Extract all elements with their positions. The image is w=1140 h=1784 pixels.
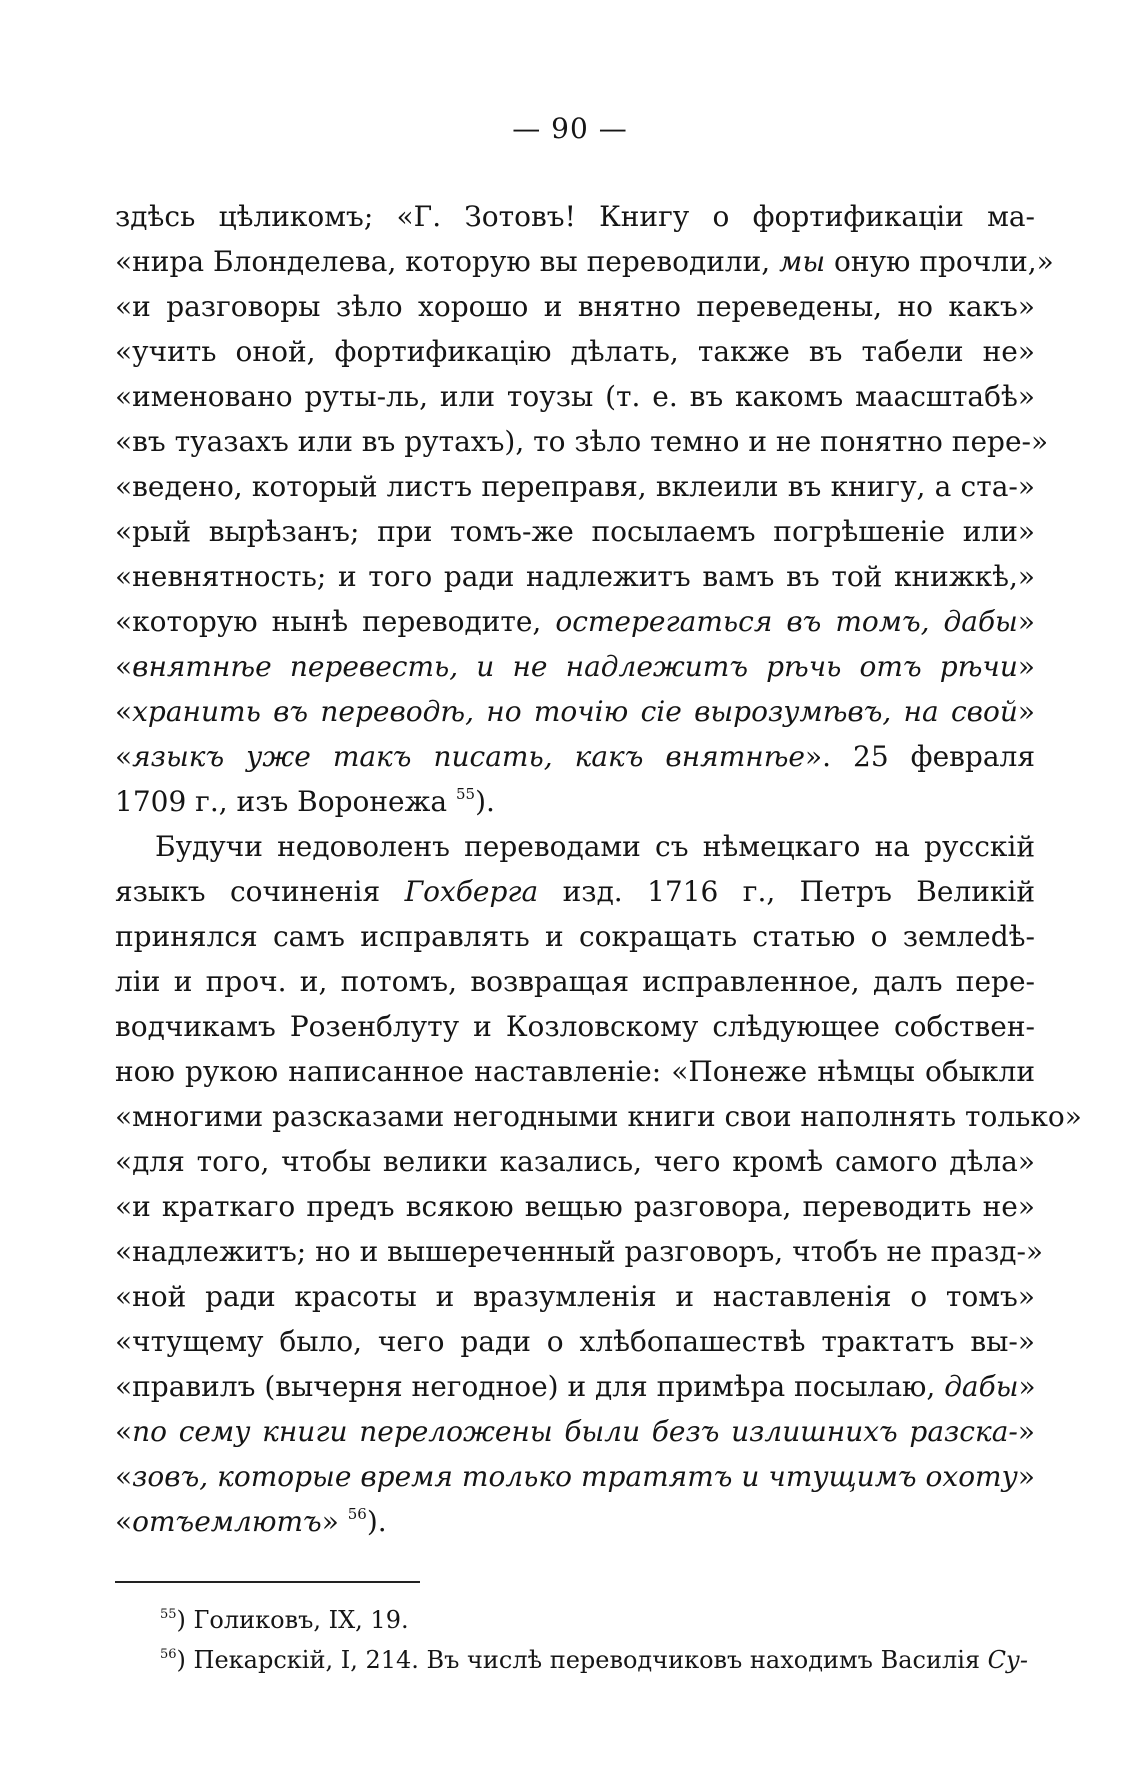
text-segment: «и разговоры зѣло хорошо и внятно переведены, но какъ» xyxy=(115,290,1035,323)
text-line xyxy=(115,1184,1035,1229)
text-line xyxy=(115,374,1035,419)
text-segment: «и краткаго предъ всякою вещью разговора, переводить не» xyxy=(115,1190,1035,1223)
text-line xyxy=(115,1139,1035,1184)
text-segment: «надлежитъ; но и вышереченный разговоръ, чтобъ не празд-» xyxy=(115,1235,1044,1268)
text-segment: « xyxy=(115,1505,133,1538)
text-segment: » xyxy=(1017,605,1035,638)
text-line xyxy=(115,1229,1044,1274)
text-line xyxy=(115,1364,1035,1409)
text-line xyxy=(115,1409,1035,1454)
text-segment: «учить оной, фортификацію дѣлать, также въ табели не» xyxy=(115,335,1035,368)
text-segment: « xyxy=(115,1415,133,1448)
text-segment: «чтущему было, чего ради о хлѣбопашествѣ трактатъ вы-» xyxy=(115,1325,1035,1358)
text-line xyxy=(115,419,1049,464)
text-line xyxy=(115,689,1035,734)
text-line xyxy=(115,1499,1035,1544)
text-line xyxy=(115,824,1035,869)
text-line xyxy=(115,329,1035,374)
text-segment: ). xyxy=(366,1505,387,1538)
text-segment: ». 25 февраля xyxy=(804,740,1036,773)
text-line xyxy=(115,1004,1035,1049)
italic-text: хранить въ переводѣ, но точію сіе вырозумѣвъ, на свой xyxy=(132,695,1018,728)
italic-text: языкъ уже такъ писать, какъ внятнѣе xyxy=(132,740,805,773)
footnotes xyxy=(160,1600,1040,1680)
footnote-text: ) Пекарскій, I, 214. Въ числѣ переводчиковъ находимъ Василія xyxy=(176,1646,988,1674)
italic-text: зовъ, которые время только тратятъ и чтущимъ охоту xyxy=(132,1460,1018,1493)
footnote-italic-tail: Су- xyxy=(987,1646,1029,1674)
footnote-ref: 56 xyxy=(347,1505,367,1523)
text-segment: принялся самъ исправлять и сокращать статью о землedѣ- xyxy=(115,920,1035,953)
text-segment: » xyxy=(321,1505,348,1538)
text-segment: водчикамъ Розенблуту и Козловскому слѣдующее собствен- xyxy=(115,1010,1035,1043)
text-line xyxy=(115,554,1035,599)
text-segment: « xyxy=(115,740,133,773)
text-segment: « xyxy=(115,695,133,728)
text-line xyxy=(115,284,1035,329)
text-segment: «именовано руты-ль, или тоузы (т. е. въ какомъ маасштабѣ» xyxy=(115,380,1035,413)
text-segment: «рый вырѣзанъ; при томъ-же посылаемъ погрѣшеніе или» xyxy=(115,515,1035,548)
text-segment: « xyxy=(115,650,133,683)
text-segment: ). xyxy=(475,785,495,818)
text-segment: изд. 1716 г., Петръ Великій xyxy=(538,875,1036,908)
text-line xyxy=(115,194,1035,239)
footnote xyxy=(160,1640,1040,1680)
text-line xyxy=(115,599,1035,644)
text-line xyxy=(115,1094,1082,1139)
text-line xyxy=(115,914,1035,959)
italic-text: остерегаться въ томъ, дабы xyxy=(555,605,1018,638)
text-segment: 1709 г., изъ Воронежа xyxy=(115,785,456,818)
text-segment: «ведено, который листъ переправя, вклеили въ книгу, а ста-» xyxy=(115,470,1035,503)
footnote-mark: 55 xyxy=(160,1607,177,1622)
text-segment: «ной ради красоты и вразумленія и наставленія о томъ» xyxy=(115,1280,1035,1313)
text-segment: ною рукою написанное наставленіе: «Понеже нѣмцы обыкли xyxy=(115,1055,1035,1088)
text-segment: языкъ сочиненія xyxy=(115,875,405,908)
footnote-text: ) Голиковъ, IX, 19. xyxy=(176,1606,409,1634)
text-segment: «многими разсказами негодными книги свои наполнять только» xyxy=(115,1100,1082,1133)
paragraph-2 xyxy=(115,824,1082,1544)
italic-text: мы xyxy=(779,245,826,278)
text-line xyxy=(115,869,1035,914)
text-segment: «которую нынѣ переводите, xyxy=(115,605,556,638)
text-segment: » xyxy=(1017,695,1035,728)
text-segment: «для того, чтобы велики казались, чего кромѣ самого дѣла» xyxy=(115,1145,1035,1178)
footnote-ref: 55 xyxy=(455,785,476,803)
text-line xyxy=(115,734,1035,779)
italic-text: дабы xyxy=(944,1370,1019,1403)
text-segment: «въ туазахъ или въ рутахъ), то зѣло темно и не понятно пере-» xyxy=(115,425,1049,458)
text-segment: ліи и проч. и, потомъ, возвращая исправленное, далъ пере- xyxy=(115,965,1035,998)
text-line xyxy=(115,779,1035,824)
italic-text: по сему книги переложены были безъ излишнихъ разска- xyxy=(132,1415,1018,1448)
text-segment: «нира Блонделева, которую вы переводили, xyxy=(115,245,780,278)
text-segment: оную прочли,» xyxy=(825,245,1054,278)
italic-text: Гохберга xyxy=(404,875,539,908)
text-line xyxy=(115,1049,1035,1094)
footnote-mark: 56 xyxy=(160,1647,177,1662)
text-line xyxy=(115,1319,1035,1364)
text-segment: «невнятность; и того ради надлежитъ вамъ въ той книжкѣ,» xyxy=(115,560,1035,593)
italic-text: отъемлютъ xyxy=(132,1505,322,1538)
text-line xyxy=(115,1274,1035,1319)
paragraph-1 xyxy=(115,194,1054,824)
text-segment: «правилъ (вычерня негодное) и для примѣра посылаю, xyxy=(115,1370,945,1403)
text-line xyxy=(115,959,1035,1004)
italic-text: внятнѣе перевесть, и не надлежитъ рѣчь отъ рѣчи xyxy=(132,650,1018,683)
text-line xyxy=(115,239,1054,284)
footnote xyxy=(160,1600,1040,1640)
text-segment: » xyxy=(1018,1370,1036,1403)
text-segment: здѣсь цѣликомъ; «Г. Зотовъ! Книгу о фортификаціи ма- xyxy=(115,200,1035,233)
text-segment: » xyxy=(1017,650,1035,683)
page-number: — 90 — xyxy=(512,112,628,145)
text-segment: Будучи недоволенъ переводами съ нѣмецкаго на русскій xyxy=(155,830,1035,863)
text-segment: « xyxy=(115,1460,133,1493)
text-segment: » xyxy=(1017,1460,1035,1493)
text-line xyxy=(115,509,1035,554)
text-line xyxy=(115,1454,1035,1499)
text-line xyxy=(115,464,1035,509)
footnote-divider xyxy=(115,1581,420,1583)
text-line xyxy=(115,644,1035,689)
text-segment: » xyxy=(1017,1415,1035,1448)
